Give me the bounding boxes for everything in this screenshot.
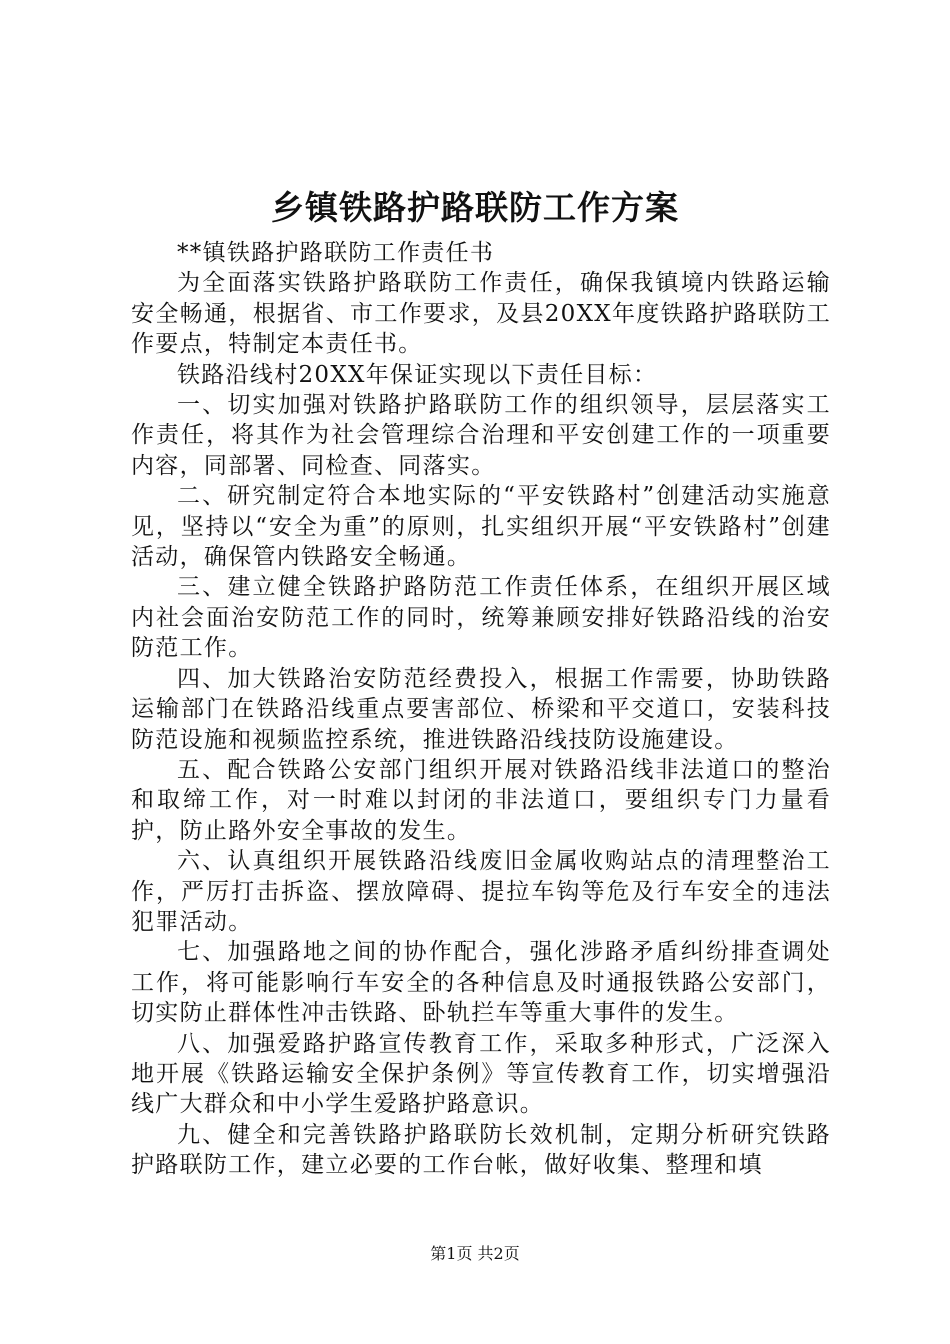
- paragraph-item-3: 三、建立健全铁路护路防范工作责任体系，在组织开展区域内社会面治安防范工作的同时，统筹兼顾安排好铁路沿线的治安防范工作。: [131, 574, 831, 662]
- paragraph-intro: 为全面落实铁路护路联防工作责任，确保我镇境内铁路运输安全畅通，根据省、市工作要求，及县20XX年度铁路护路联防工作要点，特制定本责任书。: [131, 270, 831, 358]
- paragraph-item-7: 七、加强路地之间的协作配合，强化涉路矛盾纠纷排查调处工作，将可能影响行车安全的各种信息及时通报铁路公安部门，切实防止群体性冲击铁路、卧轨拦车等重大事件的发生。: [131, 939, 831, 1027]
- paragraph-item-6: 六、认真组织开展铁路沿线废旧金属收购站点的清理整治工作，严厉打击拆盗、摆放障碍、提拉车钩等危及行车安全的违法犯罪活动。: [131, 848, 831, 935]
- paragraph-item-2: 二、研究制定符合本地实际的“平安铁路村”创建活动实施意见，坚持以“安全为重”的原则，扎实组织开展“平安铁路村”创建活动，确保管内铁路安全畅通。: [131, 483, 831, 571]
- paragraph-item-8: 八、加强爱路护路宣传教育工作，采取多种形式，广泛深入地开展《铁路运输安全保护条例》等宣传教育工作，切实增强沿线广大群众和中小学生爱路护路意识。: [131, 1030, 831, 1118]
- paragraph-item-5: 五、配合铁路公安部门组织开展对铁路沿线非法道口的整治和取缔工作，对一时难以封闭的非法道口，要组织专门力量看护，防止路外安全事故的发生。: [131, 756, 831, 844]
- paragraph-item-4: 四、加大铁路治安防范经费投入，根据工作需要，协助铁路运输部门在铁路沿线重点要害部位、桥梁和平交道口，安装科技防范设施和视频监控系统，推进铁路沿线技防设施建设。: [131, 665, 831, 753]
- page-number: 第1页 共2页: [430, 1244, 520, 1263]
- paragraph-item-9: 九、健全和完善铁路护路联防长效机制，定期分析研究铁路护路联防工作，建立必要的工作台帐，做好收集、整理和填: [131, 1121, 831, 1179]
- paragraph-heading: **镇铁路护路联防工作责任书: [177, 240, 495, 266]
- document-body: [131, 238, 831, 1181]
- paragraph-goal-intro: 铁路沿线村20XX年保证实现以下责任目标：: [177, 361, 658, 388]
- document-title: 乡镇铁路护路联防工作方案: [271, 188, 679, 227]
- paragraph-item-1: 一、切实加强对铁路护路联防工作的组织领导，层层落实工作责任，将其作为社会管理综合治理和平安创建工作的一项重要内容，同部署、同检查、同落实。: [131, 392, 831, 479]
